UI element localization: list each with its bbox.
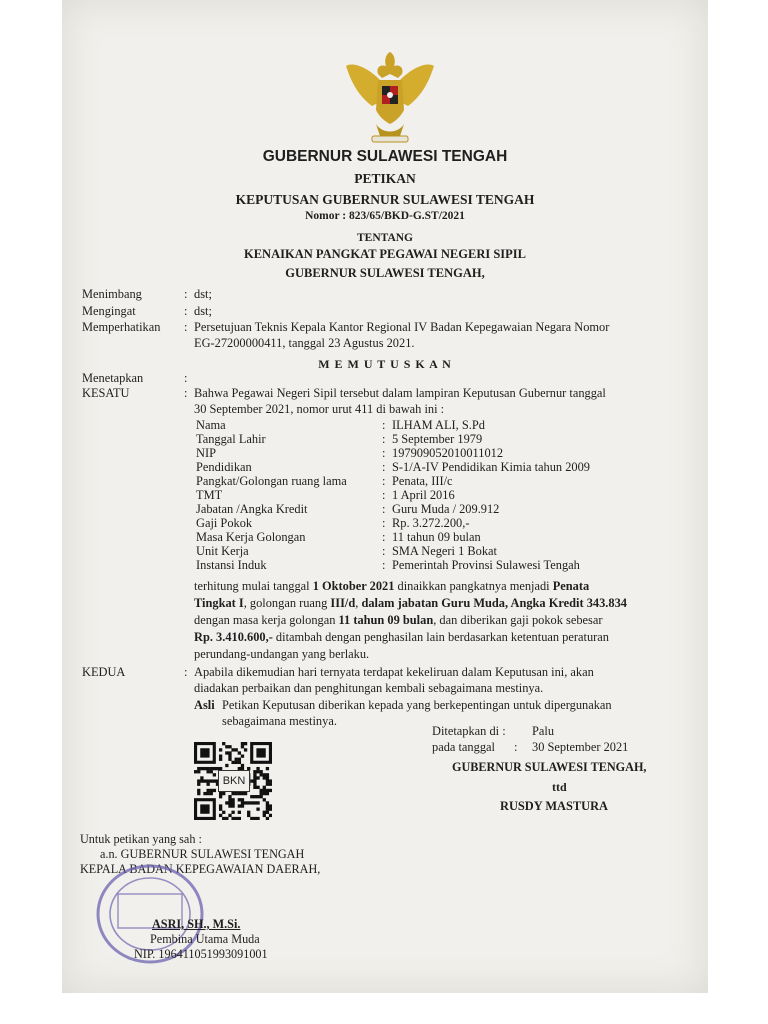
- detail-label: Instansi Induk: [196, 558, 267, 572]
- kedua-line2: diadakan perbaikan dan penghitungan kembali sebagaimana mestinya.: [194, 681, 544, 695]
- kesatu-label: KESATU: [82, 386, 130, 400]
- menimbang-value: dst;: [194, 287, 212, 301]
- detail-value: 5 September 1979: [392, 432, 483, 446]
- detail-label: Tanggal Lahir: [196, 432, 266, 446]
- detail-value: Pemerintah Provinsi Sulawesi Tengah: [392, 558, 580, 572]
- date-label: pada tanggal: [432, 740, 495, 754]
- certifier-rank: Pembina Utama Muda: [150, 932, 260, 946]
- institution-heading: GUBERNUR SULAWESI TENGAH: [262, 148, 508, 165]
- detail-label: Jabatan /Angka Kredit: [196, 502, 308, 516]
- document-type: PETIKAN: [354, 171, 416, 186]
- detail-label: Unit Kerja: [196, 544, 249, 558]
- garuda-emblem-icon: [342, 44, 438, 152]
- mengingat-value: dst;: [194, 304, 212, 318]
- issuer-heading: GUBERNUR SULAWESI TENGAH,: [285, 266, 485, 280]
- kesatu-line2: 30 September 2021, nomor urut 411 di bawah ini :: [194, 402, 445, 416]
- detail-value: 11 tahun 09 bulan: [392, 530, 481, 544]
- asli-label: Asli: [194, 698, 215, 712]
- mengingat-label: Mengingat: [82, 304, 136, 318]
- detail-value: SMA Negeri 1 Bokat: [392, 544, 497, 558]
- detail-value: S-1/A-IV Pendidikan Kimia tahun 2009: [392, 460, 591, 474]
- detail-value: Penata, III/c: [392, 474, 453, 488]
- decides-heading: M E M U T U S K A N: [318, 357, 452, 371]
- bkn-badge: BKN: [218, 770, 250, 792]
- about-heading: TENTANG: [356, 232, 414, 244]
- decree-title: KEPUTUSAN GUBERNUR SULAWESI TENGAH: [235, 192, 535, 207]
- detail-value: 1 April 2016: [392, 488, 455, 502]
- signature-ttd: ttd: [552, 780, 567, 794]
- menetapkan-label: Menetapkan: [82, 371, 144, 385]
- kedua-line1: Apabila dikemudian hari ternyata terdapat kekeliruan dalam Keputusan ini, akan: [194, 665, 594, 679]
- certification-line2: a.n. GUBERNUR SULAWESI TENGAH: [100, 847, 305, 861]
- decree-document: GUBERNUR SULAWESI TENGAH PETIKAN KEPUTUSAN GUBERNUR SULAWESI TENGAH Nomor : 823/65/BKD-G.ST/2021 TENTANG KENAIKAN PANGKAT PEGAWAI NEGERI SIPIL GUBERNUR SULAWESI TENGAH, Menimbang : dst; Mengingat : dst; Memperhatikan : Persetujuan Teknis Kepala Kantor Regional IV Badan Kepegawaian Negara Nomor EG-27200000411, tanggal 23 Agustus 2021. M E M U T U S K A N Menetapkan : KESATU : Bahwa Pegawai Negeri Sipil tersebut dalam lampiran Keputusan Gubernur tanggal 30 September 2021, nomor urut 411 di bawah ini : Nama : ILHAM ALI, S.Pd Tanggal Lahir : 5 September 1979 NIP : 197909052010011012 Pendidikan : S-1/A-IV Pendidikan Kimia tahun 2009 Pangkat/Golongan ruang lama : Penata, III/c TMT : 1 April 2016 Jabatan /Angka Kredit : Guru Muda / 209.912 Gaji Pokok : Rp. 3.272.200,- Masa Kerja Golongan : 11 tahun 09 bulan Unit Kerja : SMA Negeri 1 Bokat Instansi Induk : Pemerintah Provinsi Sulawesi Tengah terhitung mulai tanggal 1 Oktober 2021 dinaikkan pangkatnya menjadi Penata Tingkat I, golongan ruang III/d, dalam jabatan Guru Muda, Angka Kredit 343.834 dengan masa kerja golongan 11 tahun 09 bulan, dan diberikan gaji pokok sebesar Rp. 3.410.600,- ditambah dengan penghasilan lain berdasarkan ketentuan peraturan perundang-undangan yang berlaku. KEDUA : Apabila dikemudian hari ternyata terdapat kekeliruan dalam Keputusan ini, akan diadakan perbaikan dan penghitungan kembali sebagaimana mestinya. Asli Petikan Keputusan diberikan kepada yang berkepentingan untuk dipergunakan sebagaimana mestinya. Ditetapkan di : Palu pada tanggal : 30 September 2021 GUBERNUR SULAWESI TENGAH, ttd RUSDY MASTURA BKN Untuk petikan yang sah : a.n. GUBERNUR SULAWESI TENGAH KEPALA BADAN KEPEGAWAIAN DAERAH, ASRI, SH., M.Si. Pembina Utama Muda NIP. 196411051993091001: [62, 0, 708, 993]
- menimbang-label: Menimbang: [82, 287, 142, 301]
- asli-line1: Petikan Keputusan diberikan kepada yang berkepentingan untuk dipergunakan: [222, 698, 612, 712]
- certifier-name: ASRI, SH., M.Si.: [152, 917, 241, 931]
- detail-label: Nama: [196, 418, 226, 432]
- detail-label: Masa Kerja Golongan: [196, 530, 306, 544]
- date-value: 30 September 2021: [532, 740, 629, 754]
- detail-label: TMT: [196, 488, 223, 502]
- memperhatikan-value-line2: EG-27200000411, tanggal 23 Agustus 2021.: [194, 336, 415, 350]
- detail-label: NIP: [196, 446, 216, 460]
- detail-value: Guru Muda / 209.912: [392, 502, 500, 516]
- memperhatikan-value: Persetujuan Teknis Kepala Kantor Regional IV Badan Kepegawaian Negara Nomor: [194, 320, 610, 334]
- decree-subject: KENAIKAN PANGKAT PEGAWAI NEGERI SIPIL: [244, 247, 526, 261]
- certification-line3: KEPALA BADAN KEPEGAWAIAN DAERAH,: [80, 862, 321, 876]
- decree-number: Nomor : 823/65/BKD-G.ST/2021: [305, 210, 465, 222]
- detail-label: Gaji Pokok: [196, 516, 253, 530]
- memperhatikan-label: Memperhatikan: [82, 320, 161, 334]
- kedua-label: KEDUA: [82, 665, 126, 679]
- place-label: Ditetapkan di :: [432, 724, 506, 738]
- qr-code: [194, 742, 272, 820]
- kesatu-line1: Bahwa Pegawai Negeri Sipil tersebut dalam lampiran Keputusan Gubernur tanggal: [194, 386, 606, 400]
- signer-name: RUSDY MASTURA: [500, 799, 608, 813]
- detail-value: 197909052010011012: [392, 446, 504, 460]
- detail-value: ILHAM ALI, S.Pd: [392, 418, 485, 432]
- detail-label: Pangkat/Golongan ruang lama: [196, 474, 347, 488]
- detail-label: Pendidikan: [196, 460, 252, 474]
- place-value: Palu: [532, 724, 555, 738]
- certifier-nip: NIP. 196411051993091001: [134, 947, 268, 961]
- detail-value: Rp. 3.272.200,-: [392, 516, 470, 530]
- asli-line2: sebagaimana mestinya.: [222, 714, 337, 728]
- signer-title: GUBERNUR SULAWESI TENGAH,: [452, 760, 647, 774]
- certification-line1: Untuk petikan yang sah :: [80, 832, 202, 846]
